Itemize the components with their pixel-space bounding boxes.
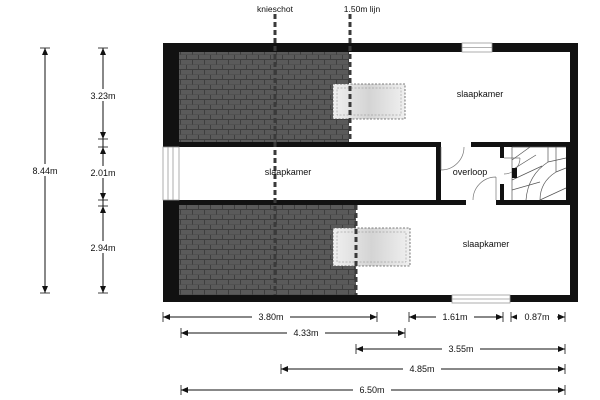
dimension-row-1 (163, 311, 565, 323)
dim-bottom-height: 2.94m (90, 243, 116, 253)
label-knieschot: knieschot (257, 4, 293, 14)
room-bedroom-middle: slaapkamer (264, 167, 312, 177)
roof-tiles-top (179, 52, 349, 142)
skylight-bottom (333, 228, 410, 266)
wall-middle-bottom (170, 200, 570, 205)
wall-landing-left (436, 142, 441, 205)
dim-total-height: 8.44m (32, 166, 58, 176)
label-150m-line: 1.50m lijn (343, 4, 381, 14)
dim-width-a: 3.80m (258, 312, 284, 322)
wall-stair-right (566, 142, 571, 205)
skylight-top (333, 84, 405, 119)
dim-width-g: 6.50m (359, 385, 385, 395)
dim-width-c: 1.61m (442, 312, 468, 322)
dim-width-d: 0.87m (524, 312, 550, 322)
stair-rail-marker (512, 168, 517, 178)
room-landing: overloop (452, 167, 488, 177)
window-left (163, 147, 179, 200)
dim-width-f: 4.85m (409, 364, 435, 374)
roof-tiles-bottom (179, 205, 356, 295)
wall-top-middle (170, 142, 570, 147)
room-bedroom-bottom: slaapkamer (462, 239, 510, 249)
dim-middle-height: 2.01m (90, 168, 116, 178)
dim-top-height: 3.23m (90, 91, 116, 101)
dim-width-e: 3.55m (448, 344, 474, 354)
dim-width-b: 4.33m (293, 328, 319, 338)
room-bedroom-top: slaapkamer (456, 89, 504, 99)
